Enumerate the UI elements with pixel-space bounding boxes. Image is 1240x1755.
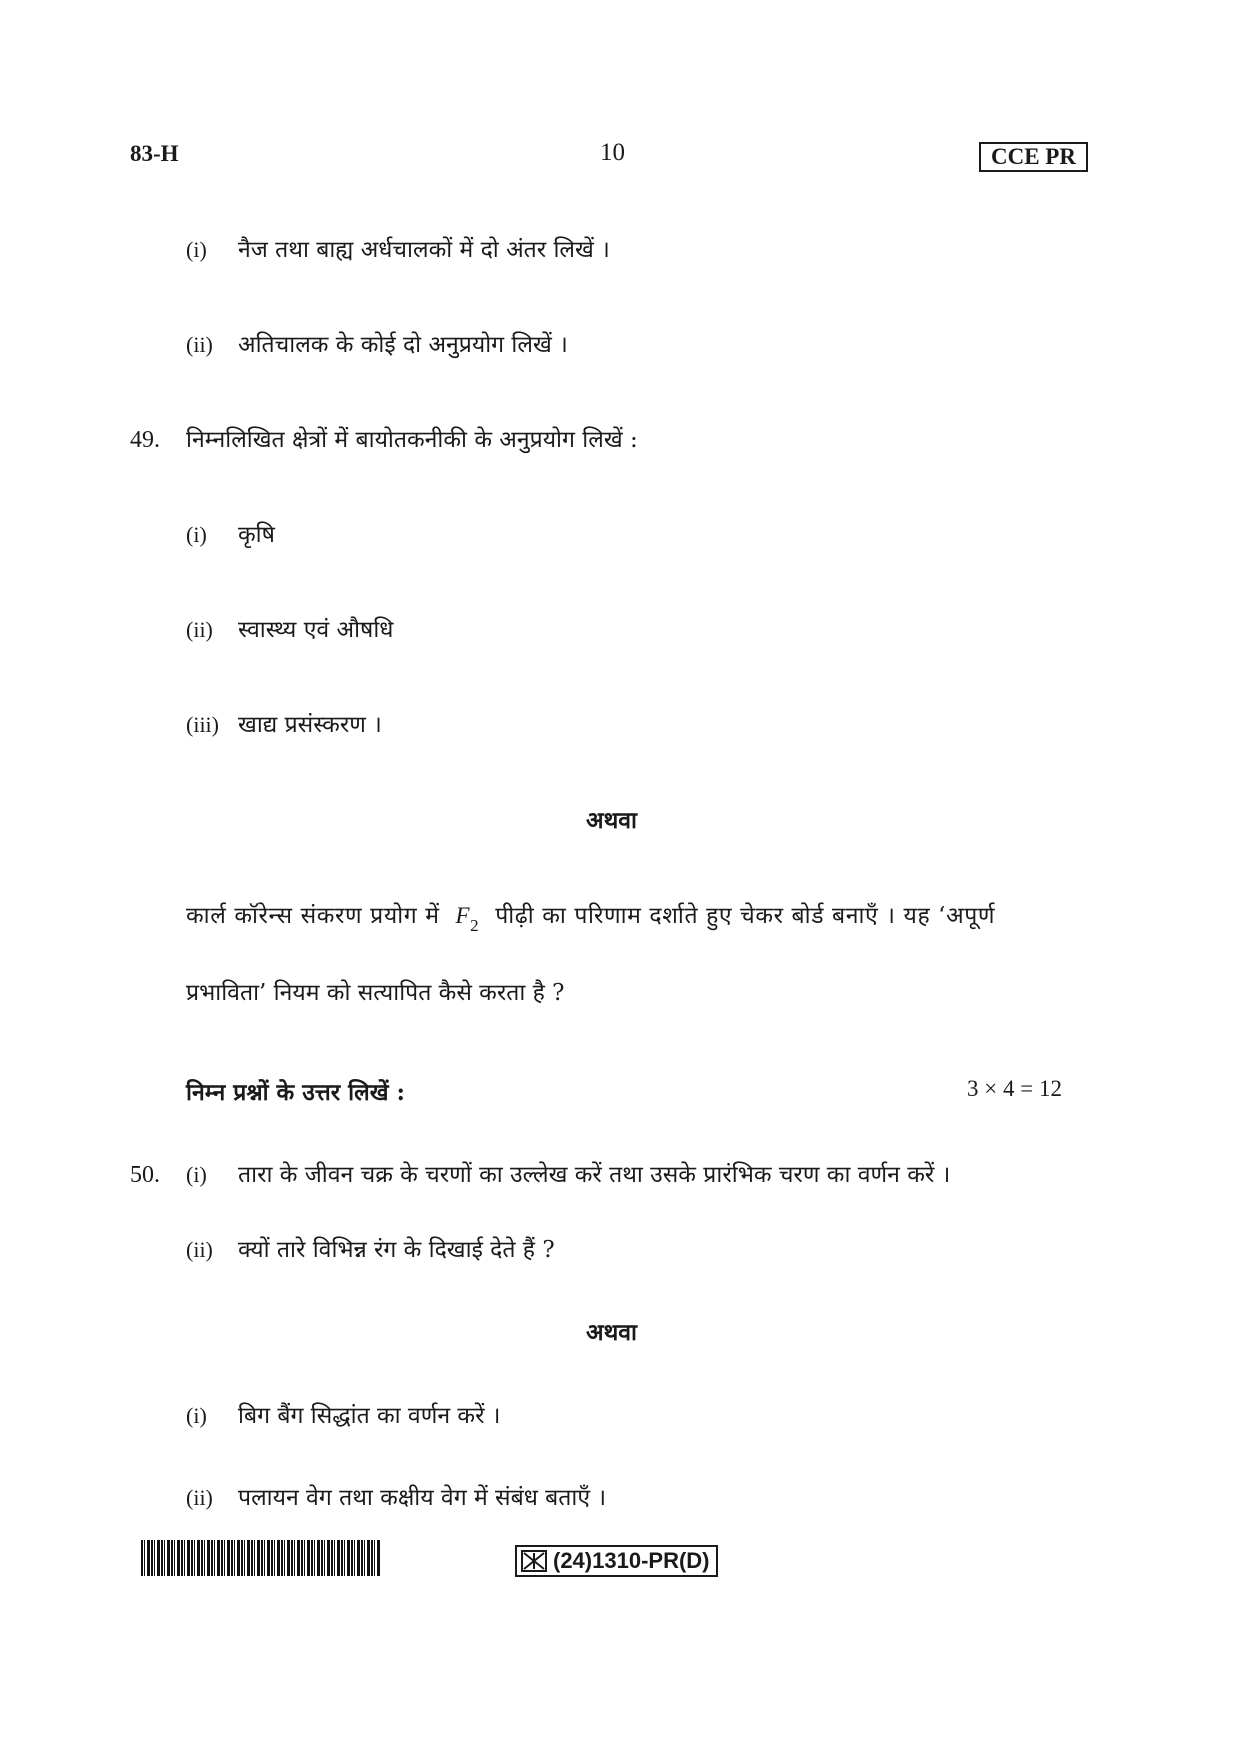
q49-number: 49. <box>130 427 160 453</box>
section-marks: 3 × 4 = 12 <box>967 1076 1062 1101</box>
q49-part-ii <box>186 612 393 644</box>
q48-part-i-label: (i) <box>186 237 207 262</box>
q50-number: 50. <box>130 1162 160 1188</box>
q50-alt-part-ii-label: (ii) <box>186 1485 213 1510</box>
q49-part-ii-label: (ii) <box>186 617 213 642</box>
q48-part-ii <box>186 327 568 359</box>
q50-part-i-text: तारा के जीवन चक्र के चरणों का उल्लेख करें तथा उसके प्रारंभिक चरण का वर्णन करें । <box>238 1162 951 1188</box>
q50-part-ii <box>186 1232 555 1264</box>
q48-part-i <box>186 232 610 264</box>
q50-alt-part-i <box>186 1398 501 1430</box>
exam-code-box: CCE PR <box>979 142 1088 172</box>
q50-alt-part-i-text: बिग बैंग सिद्धांत का वर्णन करें । <box>238 1403 501 1429</box>
q49-part-iii-label: (iii) <box>186 712 219 737</box>
q49 <box>130 422 638 454</box>
q49-alt-text-b: पीढ़ी का परिणाम दर्शाते हुए चेकर बोर्ड बनाएँ । यह ‘अपूर्ण <box>495 903 996 929</box>
q49-alternative-line2: प्रभाविता’ नियम को सत्यापित कैसे करता है ? <box>186 980 565 1006</box>
q49-alt-text-a: कार्ल कॉरेन्स संकरण प्रयोग में <box>186 903 440 929</box>
paper-code: 83-H <box>130 141 179 166</box>
q49-part-ii-text: स्वास्थ्य एवं औषधि <box>238 617 394 643</box>
q48-part-ii-text: अतिचालक के कोई दो अनुप्रयोग लिखें । <box>238 332 568 358</box>
section-instruction: निम्न प्रश्नों के उत्तर लिखें : <box>186 1079 406 1106</box>
q49-or-heading: अथवा <box>586 807 638 834</box>
q50-part-i <box>130 1157 950 1189</box>
q50-alt-part-i-label: (i) <box>186 1403 207 1428</box>
q49-part-i-text: कृषि <box>238 522 275 548</box>
q50-or-heading: अथवा <box>586 1319 638 1346</box>
q49-alternative-line1 <box>186 898 996 935</box>
q48-part-ii-label: (ii) <box>186 332 213 357</box>
q49-part-iii-text: खाद्य प्रसंस्करण । <box>238 712 382 738</box>
q50-alt-part-ii <box>186 1480 606 1512</box>
footer-code-box <box>515 1545 718 1577</box>
q50-part-ii-label: (ii) <box>186 1237 213 1262</box>
f-subscript: 2 <box>470 916 480 935</box>
barcode <box>141 1540 381 1576</box>
q50-part-ii-text: क्यों तारे विभिन्न रंग के दिखाई देते हैं ? <box>238 1237 555 1263</box>
f-symbol: F <box>455 903 471 928</box>
page-number: 10 <box>600 139 625 166</box>
footer-code: (24)1310-PR(D) <box>553 1548 710 1573</box>
q49-text: निम्नलिखित क्षेत्रों में बायोतकनीकी के अनुप्रयोग लिखें : <box>186 427 638 453</box>
q50-part-i-label: (i) <box>186 1162 207 1187</box>
cross-box-icon <box>521 1550 547 1572</box>
q48-part-i-text: नैज तथा बाह्य अर्धचालकों में दो अंतर लिखें । <box>238 237 610 263</box>
q49-part-i <box>186 517 275 549</box>
q49-part-i-label: (i) <box>186 522 207 547</box>
q50-alt-part-ii-text: पलायन वेग तथा कक्षीय वेग में संबंध बताएँ । <box>238 1485 607 1511</box>
q49-part-iii <box>186 707 382 739</box>
